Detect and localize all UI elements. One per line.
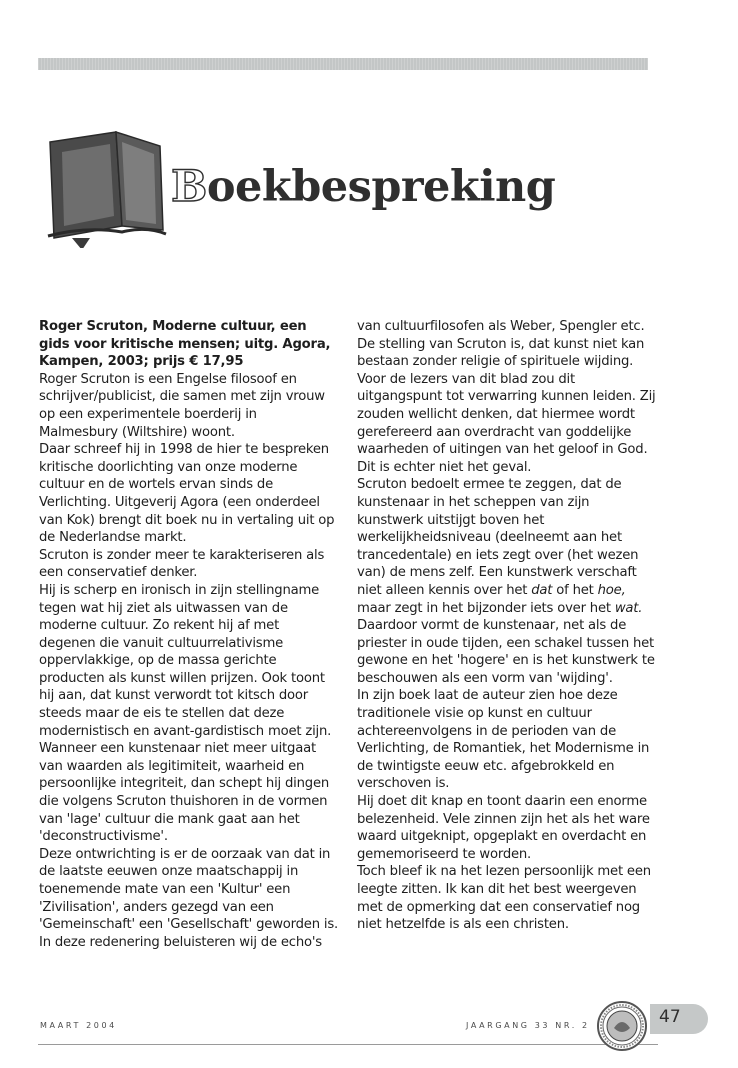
left-column [39, 318, 339, 951]
paragraph: Daar schreef hij in 1998 de hier te bespreken kritische doorlichting van onze moderne cultuur en de wortels ervan sinds de Verlichting. Uitgeverij Agora (een onderdeel van Kok) brengt dit boek nu in vertaling uit op de Nederlandse markt. [39, 442, 335, 546]
top-rule [38, 58, 648, 70]
paragraph: Scruton is zonder meer te karakteriseren als een conservatief denker. [39, 547, 325, 581]
right-column [357, 318, 657, 934]
paragraph: Roger Scruton is een Engelse filosoof en schrijver/publicist, die samen met zijn vrouw op een experimentele boerderij in Malmesbury (Wiltshire) woont. [39, 371, 325, 440]
paragraph: Hij doet dit knap en toont daarin een enorme belezenheid. Vele zinnen zijn het als het ware waard uitgeknipt, opgeplakt en overdacht en gememoriseerd te worden. [357, 794, 650, 862]
paragraph: Deze ontwrichting is er de oorzaak van dat in de laatste eeuwen onze maatschappij in toenemende mate van een 'Kultur' een 'Zivilisation', anders gezegd van een 'Gemeinschaft' een 'Gesellschaft' geworden is. In deze redenering beluisteren wij de echo's [39, 846, 338, 950]
text-run: of het [552, 582, 598, 598]
paragraph: Daardoor vormt de kunstenaar, net als de priester in oude tijden, een schakel tussen het gewone en het 'hogere' en is het kunstwerk te beschouwen als een vorm van 'wijding'. [357, 618, 655, 686]
emphasis: hoe, [597, 582, 626, 598]
emphasis: dat [531, 582, 553, 598]
page-number: 47 [659, 1007, 681, 1027]
paragraph: Toch bleef ik na het lezen persoonlijk met een leegte zitten. Ik kan dit het best weergeven met de opmerking dat een conservatief nog niet hetzelfde is als een christen. [357, 864, 651, 933]
paragraph: Hij is scherp en ironisch in zijn stellingname tegen wat hij ziet als uitwassen van de moderne cultuur. Zo rekent hij af met degenen die vanuit cultuurrelativisme oppervlakkige, op de massa gerichte producten als kunst willen prijzen. Ook toont hij aan, dat kunst verwordt tot kitsch door steeds maar de eis te stellen dat deze modernistisch en avant-gardistisch moet zijn. Wanneer een kunstenaar niet meer uitgaat van waarden als legitimiteit, waarheid en persoonlijke integriteit, dan schept hij dingen die volgens Scruton thuishoren in de vormen van 'lage' cultuur die mank gaat aan het 'deconstructivisme'. [39, 582, 332, 845]
title-initial: B [171, 162, 207, 212]
book-citation: Roger Scruton, Moderne cultuur, een gids voor kritische mensen; uitg. Agora, Kampen, 2003; prijs € 17,95 [39, 319, 331, 370]
paragraph: In zijn boek laat de auteur zien hoe deze traditionele visie op kunst en cultuur achtereenvolgens in de perioden van de Verlichting, de Romantiek, het Modernisme in de twintigste eeuw etc. afgebrokkeld en verschoven is. [357, 688, 650, 792]
footer-issue: JAARGANG 33 NR. 2 [466, 1021, 590, 1030]
text-run: Scruton bedoelt ermee te zeggen, dat de kunstenaar in het scheppen van zijn kunstwerk uitstijgt boven het werkelijkheidsniveau (deelneemt aan het trancedentale) en iets zegt over (het wezen van) de mens zelf. Een kunstwerk verschaft niet alleen kennis over het [357, 477, 639, 598]
text-run: maar zegt in het bijzonder iets over het [357, 600, 615, 616]
page-title [171, 162, 555, 212]
footer-rule [38, 1044, 658, 1045]
footer-date: MAART 2004 [40, 1021, 117, 1030]
paragraph: van cultuurfilosofen als Weber, Spengler etc. De stelling van Scruton is, dat kunst niet kan bestaan zonder religie of spirituele wijding. Voor de lezers van dit blad zou dit uitgangspunt tot verwarring kunnen leiden. Zij zouden wellicht denken, dat hiermee wordt gerefereerd aan overdracht van goddelijke waarheden of uitingen van het geloof in God. Dit is echter niet het geval. [357, 319, 656, 475]
section-header [42, 128, 562, 248]
title-rest: oekbespreking [206, 162, 556, 212]
paragraph [357, 476, 657, 617]
emphasis: wat. [614, 600, 643, 616]
seal-emblem-icon [596, 1000, 648, 1052]
